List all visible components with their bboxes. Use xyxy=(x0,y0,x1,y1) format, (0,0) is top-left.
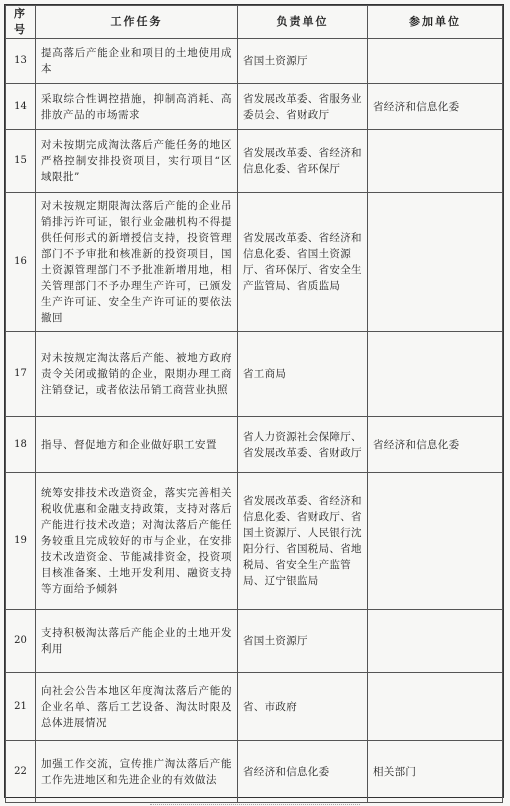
header-num: 序号 xyxy=(6,6,36,39)
row-extra xyxy=(368,673,503,741)
row-extra xyxy=(368,332,503,417)
table-row xyxy=(6,473,503,610)
row-unit: 省发展改革委、省经济和信息化委、省环保厅 xyxy=(238,130,368,193)
row-num: 13 xyxy=(6,39,36,84)
row-unit: 省国土资源厅 xyxy=(238,39,368,84)
row-num: 19 xyxy=(6,473,36,610)
row-unit: 省发展改革委、省经济和信息化委、省国土资源厅、省环保厅、省安全生产监管局、省质监局 xyxy=(238,193,368,332)
table-row xyxy=(6,84,503,130)
row-task: 加强工作交流，宣传推广淘汰落后产能工作先进地区和先进企业的有效做法 xyxy=(36,741,238,803)
row-task: 向社会公告本地区年度淘汰落后产能的企业名单、落后工艺设备、淘汰时限及总体进展情况 xyxy=(36,673,238,741)
row-extra: 省经济和信息化委 xyxy=(368,417,503,473)
header-extra: 参加单位 xyxy=(368,6,503,39)
scan-smudge xyxy=(150,798,360,805)
row-extra xyxy=(368,473,503,610)
table-row xyxy=(6,332,503,417)
table-header-row xyxy=(6,6,503,39)
row-task: 对未按规定期限淘汰落后产能的企业吊销排污许可证，银行业金融机构不得提供任何形式的新增授信支持，投资管理部门不予审批和核准新的投资项目，国土资源管理部门不予批准新增用地，相关管理部门不予办理生产许可，已颁发生产许可证、安全生产许可证的要依法撤回 xyxy=(36,193,238,332)
row-num: 22 xyxy=(6,741,36,803)
table-row xyxy=(6,417,503,473)
row-unit: 省发展改革委、省经济和信息化委、省财政厅、省国土资源厅、人民银行沈阳分行、省国税局、省地税局、省安全生产监管局、辽宁银监局 xyxy=(238,473,368,610)
row-task: 指导、督促地方和企业做好职工安置 xyxy=(36,417,238,473)
row-num: 21 xyxy=(6,673,36,741)
row-num: 16 xyxy=(6,193,36,332)
row-task: 采取综合性调控措施，抑制高消耗、高排放产品的市场需求 xyxy=(36,84,238,130)
row-task: 统筹安排技术改造资金，落实完善相关税收优惠和金融支持政策，支持对落后产能进行技术改造；对淘汰落后产能任务较重且完成较好的市与企业，在安排技术改造资金、节能减排资金，投资项目核准备案、土地开发利用、融资支持等方面给予倾斜 xyxy=(36,473,238,610)
table-row xyxy=(6,741,503,803)
row-num: 20 xyxy=(6,610,36,673)
row-unit: 省发展改革委、省服务业委员会、省财政厅 xyxy=(238,84,368,130)
row-unit: 省经济和信息化委 xyxy=(238,741,368,803)
task-table-page xyxy=(4,4,504,798)
task-table xyxy=(5,5,503,803)
row-task: 对未按规定淘汰落后产能、被地方政府责令关闭或撤销的企业，限期办理工商注销登记，或者依法吊销工商营业执照 xyxy=(36,332,238,417)
header-task: 工作任务 xyxy=(36,6,238,39)
table-row xyxy=(6,610,503,673)
row-task: 提高落后产能企业和项目的土地使用成本 xyxy=(36,39,238,84)
row-num: 18 xyxy=(6,417,36,473)
row-num: 17 xyxy=(6,332,36,417)
row-unit: 省工商局 xyxy=(238,332,368,417)
header-unit: 负责单位 xyxy=(238,6,368,39)
row-unit: 省人力资源社会保障厅、省发展改革委、省财政厅 xyxy=(238,417,368,473)
row-num: 14 xyxy=(6,84,36,130)
row-unit: 省国土资源厅 xyxy=(238,610,368,673)
row-num: 15 xyxy=(6,130,36,193)
table-row xyxy=(6,193,503,332)
row-extra xyxy=(368,610,503,673)
row-task: 支持积极淘汰落后产能企业的土地开发利用 xyxy=(36,610,238,673)
row-task: 对未按期完成淘汰落后产能任务的地区严格控制安排投资项目，实行项目“区域限批” xyxy=(36,130,238,193)
row-extra xyxy=(368,193,503,332)
row-unit: 省、市政府 xyxy=(238,673,368,741)
table-row xyxy=(6,673,503,741)
row-extra: 省经济和信息化委 xyxy=(368,84,503,130)
row-extra: 相关部门 xyxy=(368,741,503,803)
table-row xyxy=(6,130,503,193)
table-row xyxy=(6,39,503,84)
row-extra xyxy=(368,39,503,84)
row-extra xyxy=(368,130,503,193)
